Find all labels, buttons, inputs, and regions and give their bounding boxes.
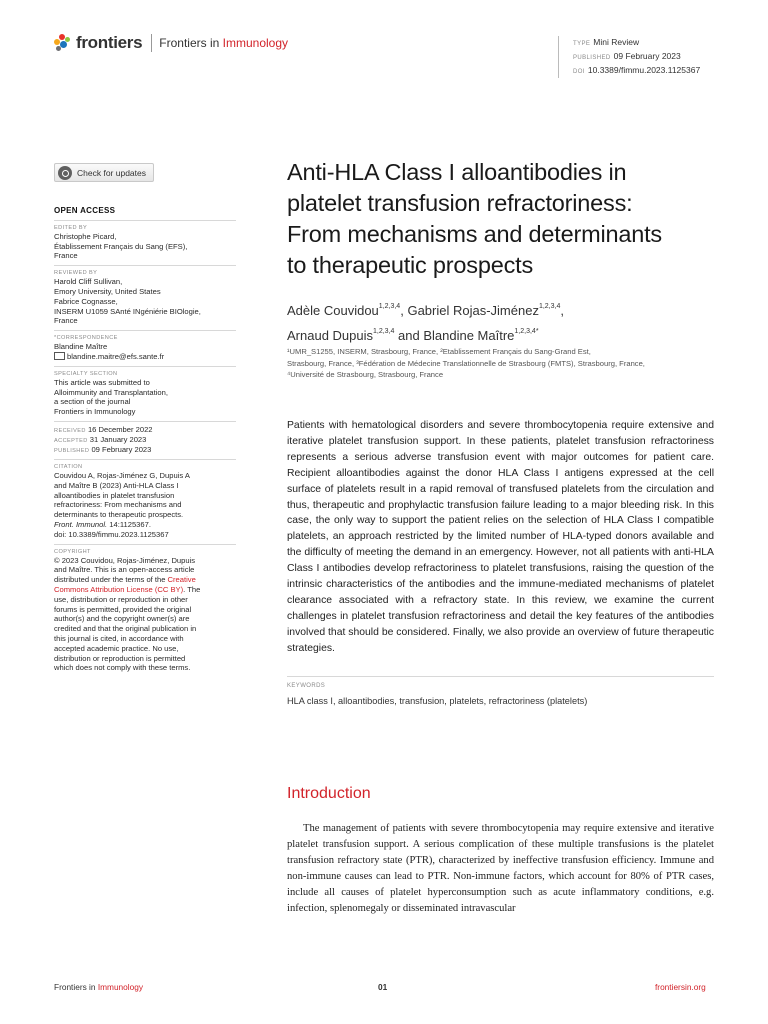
reviewed-by-label: REVIEWED BY	[54, 270, 98, 277]
reviewed-by: Harold Cliff Sullivan, Emory University, United States Fabrice Cognasse, INSERM U1059 SAnté INgéniérie BIOlogie, France	[54, 277, 201, 326]
correspondence-label: *CORRESPONDENCE	[54, 335, 118, 342]
section-heading-introduction: Introduction	[287, 785, 371, 802]
citation-label: CITATION	[54, 463, 83, 470]
author[interactable]: Arnaud Dupuis$^{1,2,3,4}$	[287, 328, 395, 343]
author[interactable]: Gabriel Rojas-Jiménez$^{1,2,3,4}$	[407, 303, 561, 318]
logo-divider	[151, 34, 152, 52]
mail-icon	[54, 352, 65, 360]
journal-name: Frontiers in Immunology	[159, 36, 289, 50]
accepted-date: ACCEPTED 31 January 2023	[54, 434, 147, 444]
article-sidebar	[54, 206, 236, 673]
keywords-label: KEYWORDS	[287, 683, 326, 689]
author-list: Adèle Couvidou$^{1,2,3,4}$, Gabriel Rojas-Jiménez$^{1,2,3,4}$, Arnaud Dupuis$^{1,2,3,4}$ and Blandine Maître$^{1,2,3,4*}$	[287, 303, 564, 343]
brand-name: frontiers	[76, 33, 143, 52]
article-meta	[558, 36, 700, 78]
page-number: 01	[378, 982, 388, 992]
open-access-label: OPEN ACCESS	[54, 206, 116, 215]
keywords-divider	[287, 676, 714, 677]
received-date: RECEIVED 16 December 2022	[54, 424, 153, 434]
check-updates-icon	[58, 166, 72, 180]
author[interactable]: Adèle Couvidou$^{1,2,3,4}$	[287, 303, 401, 318]
specialty-section: This article was submitted to Alloimmunity and Transplantation, a section of the journal Frontiers in Immunology	[54, 377, 168, 417]
author[interactable]: Blandine Maître$^{1,2,3,4*}$	[423, 328, 539, 343]
citation: Couvidou A, Rojas-Jiménez G, Dupuis A and Maître B (2023) Anti-HLA Class I alloantibodies in platelet transfusion refractoriness: From mechanisms and determinants to therapeutic prospects. Front. Immunol. 14:1125367. doi: 10.3389/fimmu.2023.1125367	[54, 470, 190, 539]
abstract: Patients with hematological disorders and severe thrombocytopenia require extensive and iterative platelet transfusion support. In these patients, platelet transfusion refractoriness represents a serious adverse transfusion event with major outcomes for patient care. Recipient alloantibodies against the donor HLA Class I antigens expressed at the cell surface of platelets result in a rapid removal of transfused platelets from the circulation and thus, therapeutic and prophylactic transfusion failure leading to a major bleeding risk. In this case, the only way to support the patient relies on the selection of HLA Class I compatible platelets, an approach restricted by the limited number of HLA-typed donors available and the difficulty of meeting the demand in an emergency. However, not all patients with anti-HLA Class I antibodies develop refractoriness to platelet transfusions, raising the question of the intrinsic characteristics of the antibodies and the immune-mediated mechanisms of platelet clearance associated with a refractory state. In this review, we examine the current challenges in platelet transfusion refractoriness and detail the key features of the antibodies involved that should be considered. Finally, we also provide an overview of future therapeutic strategies.	[287, 420, 714, 654]
meta-type: TYPE Mini Review	[573, 37, 640, 47]
license-link-cont[interactable]: Commons Attribution License (CC BY)	[54, 584, 184, 594]
license-link[interactable]: Creative	[167, 575, 196, 585]
check-updates-label: Check for updates	[77, 167, 146, 178]
published-date: PUBLISHED 09 February 2023	[54, 444, 152, 454]
meta-doi: DOI 10.3389/fimmu.2023.1125367	[573, 65, 701, 75]
specialty-section-label: SPECIALTY SECTION	[54, 370, 118, 377]
keywords: HLA class I, alloantibodies, transfusion, platelets, refractoriness (platelets)	[287, 696, 588, 706]
correspondence-email[interactable]: blandine.maitre@efs.sante.fr	[54, 352, 236, 362]
footer-site-link[interactable]: frontiersin.org	[655, 982, 706, 992]
publisher-logo[interactable]	[54, 33, 288, 53]
copyright: © 2023 Couvidou, Rojas-Jiménez, Dupuis and Maître. This is an open-access article distributed under the terms of the Creative Commons Attribution License (CC BY). The use, distribution or reproduction in other forums is permitted, provided the original author(s) and the copyright owner(s) are credited and that the original publication in this journal is cited, in accordance with accepted academic practice. No use, distribution or reproduction is permitted which does not comply with these terms.	[54, 555, 201, 673]
copyright-label: COPYRIGHT	[54, 548, 91, 555]
article-title: Anti-HLA Class I alloantibodies in platelet transfusion refractoriness: From mechanisms and determinants to therapeutic prospects	[287, 159, 662, 278]
check-for-updates-button[interactable]	[54, 163, 154, 182]
introduction-text: The management of patients with severe thrombocytopenia may require extensive and iterative platelet transfusion support. A serious complication of these multiple transfusions is the platelet transfusion refractory state (PTR), characterized by ineffective transfusion efficiency. Immune and non-immune causes can lead to PTR. Non-immune factors, which account for 80% of PTR cases, include all causes of platelet hyperconsumption such as acute inflammatory conditions, e.g. infection, splenomegaly or disseminated intravascular	[287, 823, 714, 914]
correspondence-name: Blandine Maître	[54, 342, 108, 352]
meta-published: PUBLISHED 09 February 2023	[573, 51, 681, 61]
footer-journal: Frontiers in Immunology	[54, 982, 144, 992]
edited-by: Christophe Picard, Établissement Français du Sang (EFS), France	[54, 231, 188, 261]
affiliations: ¹UMR_S1255, INSERM, Strasbourg, France, ²Etablissement Français du Sang-Grand Est, Strasbourg, France, ³Fédération de Médecine Translationnelle de Strasbourg (FMTS), Strasbourg, France, ⁴Université de Strasbourg, Strasbourg, France	[287, 347, 645, 379]
edited-by-label: EDITED BY	[54, 224, 88, 231]
frontiers-logo-icon	[54, 34, 72, 52]
